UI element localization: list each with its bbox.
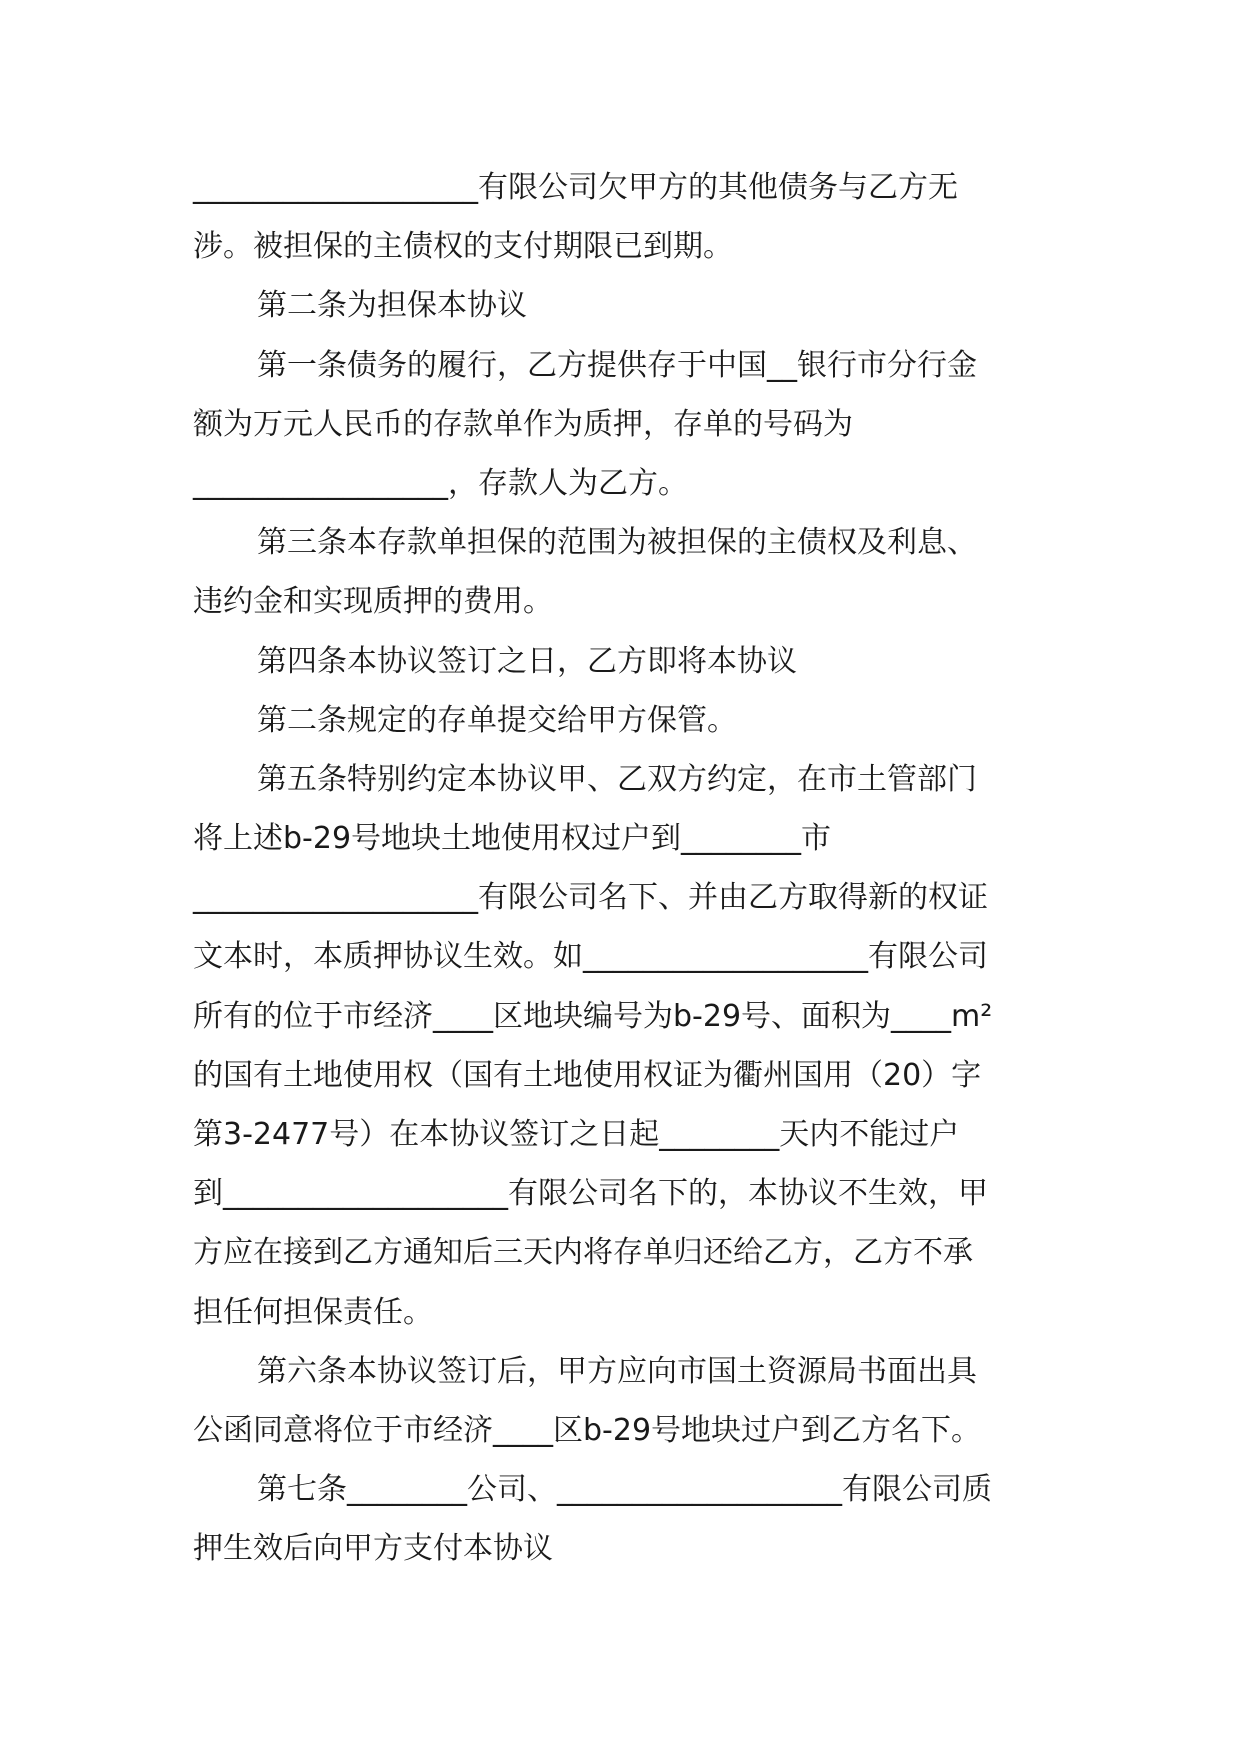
text-line: 将上述b-29号地块土地使用权过户到________市 xyxy=(193,821,832,857)
document-body xyxy=(193,158,1061,1579)
text-line: 第五条特别约定本协议甲、乙双方约定，在市土管部门 xyxy=(257,761,977,797)
text-line: 方应在接到乙方通知后三天内将存单归还给乙方，乙方不承 xyxy=(193,1235,973,1271)
text-line: 额为万元人民币的存款单作为质押，存单的号码为 xyxy=(193,406,853,442)
text-line: ___________________有限公司名下、并由乙方取得新的权证 xyxy=(193,880,988,916)
text-line: 担任何担保责任。 xyxy=(193,1294,433,1330)
text-line: 第六条本协议签订后，甲方应向市国土资源局书面出具 xyxy=(257,1353,977,1389)
text-line: 涉。被担保的主债权的支付期限已到期。 xyxy=(193,229,733,265)
text-line: 的国有土地使用权（国有土地使用权证为衢州国用（20）字 xyxy=(193,1057,982,1093)
text-line: ___________________有限公司欠甲方的其他债务与乙方无 xyxy=(193,170,958,205)
text-line: 第四条本协议签订之日，乙方即将本协议 xyxy=(257,643,797,679)
text-line: 文本时，本质押协议生效。如___________________有限公司 xyxy=(193,939,988,975)
text-line: 公函同意将位于市经济____区b-29号地块过户到乙方名下。 xyxy=(193,1412,982,1448)
text-line: 到___________________有限公司名下的，本协议不生效，甲 xyxy=(193,1176,988,1212)
text-line: 所有的位于市经济____区地块编号为b-29号、面积为____m² xyxy=(193,998,993,1034)
text-line: 押生效后向甲方支付本协议 xyxy=(193,1531,553,1567)
text-line: 第3-2477号）在本协议签订之日起________天内不能过户 xyxy=(193,1117,960,1152)
text-line: _________________，存款人为乙方。 xyxy=(193,465,688,501)
text-line: 第七条________公司、___________________有限公司质 xyxy=(257,1472,992,1508)
text-line: 第一条债务的履行，乙方提供存于中国__银行市分行金 xyxy=(257,347,977,383)
text-line: 违约金和实现质押的费用。 xyxy=(193,584,553,620)
text-line: 第三条本存款单担保的范围为被担保的主债权及利息、 xyxy=(257,525,977,561)
text-line: 第二条规定的存单提交给甲方保管。 xyxy=(257,702,737,738)
text-line: 第二条为担保本协议 xyxy=(257,288,527,324)
